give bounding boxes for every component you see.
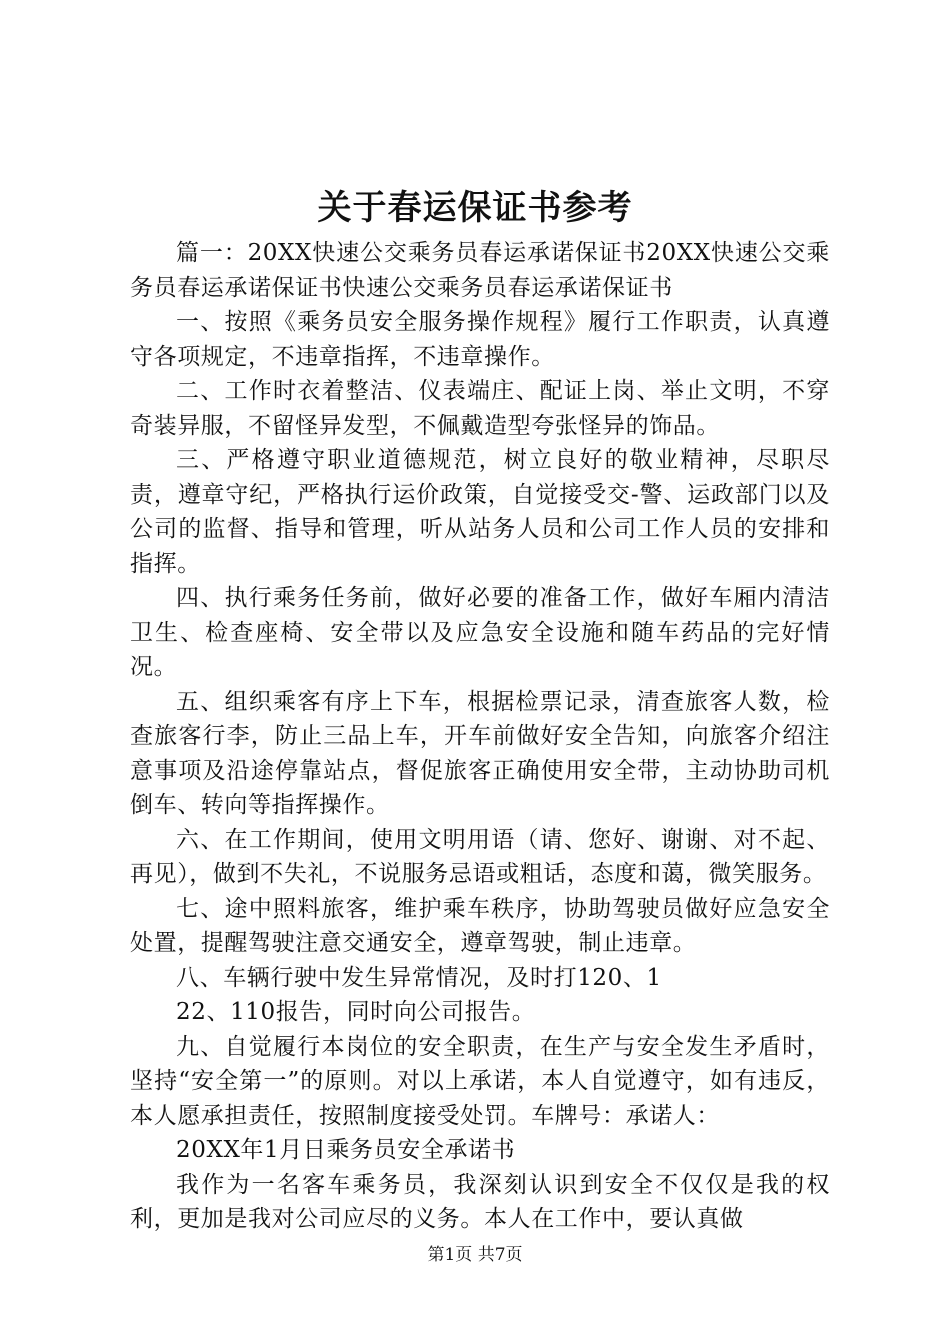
paragraph-item-9: 九、自觉履行本岗位的安全职责，在生产与安全发生矛盾时，坚持“安全第一”的原则。对以上承诺，本人自觉遵守，如有违反，本人愿承担责任，按照制度接受处罚。车牌号：承诺人：: [130, 1033, 830, 1129]
paragraph-item-6: 六、在工作期间，使用文明用语（请、您好、谢谢、对不起、再见），做到不失礼，不说服务忌语或粗话，态度和蔼，微笑服务。: [130, 826, 830, 887]
page-footer: 第1页 共7页: [427, 1245, 523, 1265]
document-title: 关于春运保证书参考: [317, 188, 633, 228]
paragraph-item-4: 四、执行乘务任务前，做好必要的准备工作，做好车厢内清洁卫生、检查座椅、安全带以及应急安全设施和随车药品的完好情况。: [130, 585, 830, 680]
paragraph-item-8: 八、车辆行驶中发生异常情况，及时打120、1: [176, 964, 662, 991]
paragraph-date-heading: 20XX年1月日乘务员安全承诺书: [176, 1137, 516, 1163]
paragraph-intro: 篇一：20XX快速公交乘务员春运承诺保证书20XX快速公交乘务员春运承诺保证书快速公交乘务员春运承诺保证书: [130, 240, 830, 301]
paragraph-item-3: 三、严格遵守职业道德规范，树立良好的敬业精神，尽职尽责，遵章守纪，严格执行运价政策，自觉接受交-警、运政部门以及公司的监督、指导和管理，听从站务人员和公司工作人员的安排和指挥。: [130, 447, 830, 577]
paragraph-item-2: 二、工作时衣着整洁、仪表端庄、配证上岗、举止文明，不穿奇装异服，不留怪异发型，不佩戴造型夸张怪异的饰品。: [130, 378, 830, 439]
paragraph-item-1: 一、按照《乘务员安全服务操作规程》履行工作职责，认真遵守各项规定，不违章指挥，不违章操作。: [130, 309, 830, 370]
paragraph-safety-pledge: 我作为一名客车乘务员，我深刻认识到安全不仅仅是我的权利，更加是我对公司应尽的义务。本人在工作中，要认真做: [130, 1171, 830, 1232]
paragraph-item-8-continued: 22、110报告，同时向公司报告。: [176, 999, 536, 1025]
paragraph-item-5: 五、组织乘客有序上下车，根据检票记录，清查旅客人数，检查旅客行李，防止三品上车，开车前做好安全告知，向旅客介绍注意事项及沿途停靠站点，督促旅客正确使用安全带，主动协助司机倒车、转向等指挥操作。: [130, 688, 830, 818]
document-body: [130, 236, 830, 1237]
paragraph-item-7: 七、途中照料旅客，维护乘车秩序，协助驾驶员做好应急安全处置，提醒驾驶注意交通安全，遵章驾驶，制止违章。: [130, 895, 830, 956]
